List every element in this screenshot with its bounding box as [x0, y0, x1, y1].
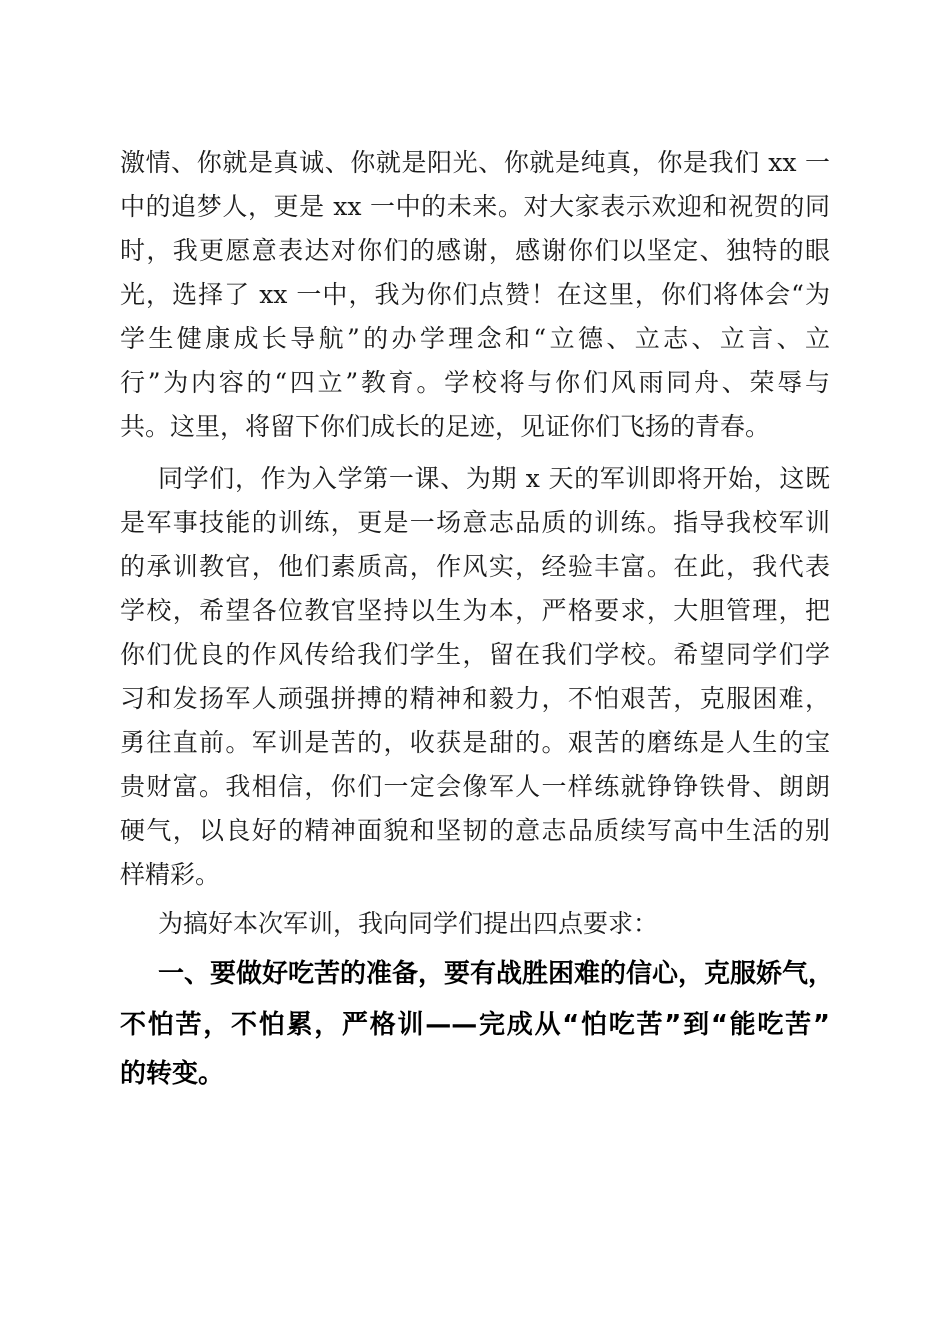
paragraph-1-line-7: 共。这里，将留下你们成长的足迹，见证你们飞扬的青春。	[120, 412, 771, 441]
paragraph-1-line-5: 学生健康成长导航”的办学理念和“立德、立志、立言、立	[120, 324, 830, 353]
paragraph-2-line-8: 贵财富。我相信，你们一定会像军人一样练就铮铮铁骨、朗朗	[120, 772, 830, 801]
paragraph-2-line-5: 你们优良的作风传给我们学生，留在我们学校。希望同学们学	[120, 640, 830, 669]
paragraph-2-line-9: 硬气，以良好的精神面貌和坚韧的意志品质续写高中生活的别	[120, 816, 830, 845]
heading-1-line-2: 不怕苦，不怕累，严格训——完成从“怕吃苦”到“能吃苦”	[120, 1010, 830, 1040]
paragraph-2-line-7: 勇往直前。军训是苦的，收获是甜的。艰苦的磨练是人生的宝	[120, 728, 830, 757]
paragraph-3-line-1: 为搞好本次军训，我向同学们提出四点要求：	[158, 909, 659, 938]
paragraph-1-line-2: 中的追梦人，更是 xx 一中的未来。对大家表示欢迎和祝贺的同	[120, 192, 830, 221]
paragraph-2-line-6: 习和发扬军人顽强拼搏的精神和毅力，不怕艰苦，克服困难，	[120, 684, 830, 713]
heading-1-line-3: 的转变。	[120, 1059, 225, 1089]
paragraph-2-line-4: 学校，希望各位教官坚持以生为本，严格要求，大胆管理，把	[120, 596, 830, 625]
paragraph-2-line-10: 样精彩。	[120, 860, 221, 889]
paragraph-1-line-4: 光，选择了 xx 一中，我为你们点赞！在这里，你们将体会“为	[120, 280, 830, 309]
paragraph-2-line-3: 的承训教官，他们素质高，作风实，经验丰富。在此，我代表	[120, 552, 830, 581]
paragraph-1-line-1: 激情、你就是真诚、你就是阳光、你就是纯真，你是我们 xx 一	[120, 148, 830, 177]
heading-1-line-1: 一、要做好吃苦的准备，要有战胜困难的信心，克服娇气，	[158, 959, 835, 989]
paragraph-1-line-6: 行”为内容的“四立”教育。学校将与你们风雨同舟、荣辱与	[120, 368, 830, 397]
paragraph-2-line-1: 同学们，作为入学第一课、为期 x 天的军训即将开始，这既	[158, 464, 830, 493]
paragraph-2-line-2: 是军事技能的训练，更是一场意志品质的训练。指导我校军训	[120, 508, 830, 537]
paragraph-1-line-3: 时，我更愿意表达对你们的感谢，感谢你们以坚定、独特的眼	[120, 236, 830, 265]
